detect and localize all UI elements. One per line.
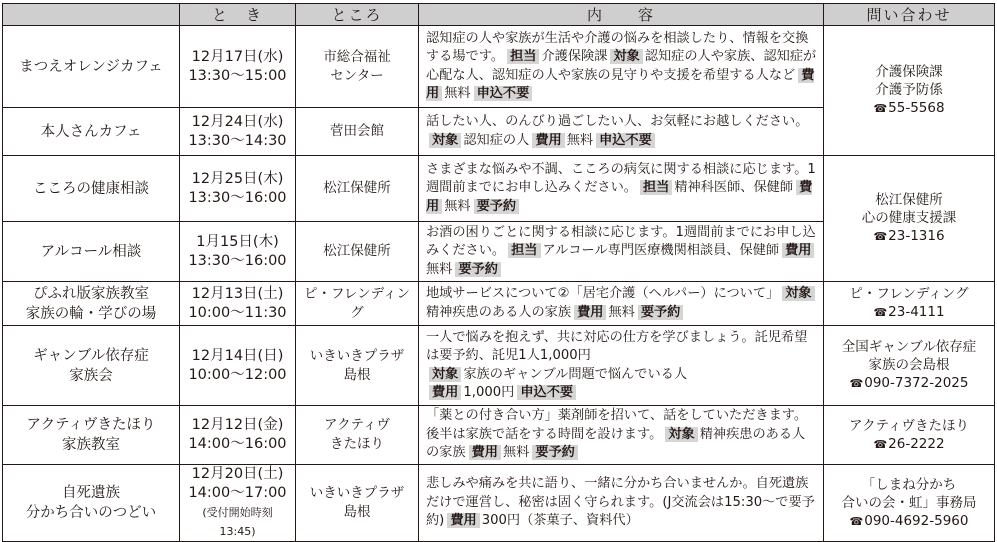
content-tag: 対象 xyxy=(782,286,814,301)
event-place xyxy=(296,326,419,406)
content-tag: 要予約 xyxy=(638,305,684,320)
content-text: アルコール専門医療機関相談員、保健師 xyxy=(542,243,780,259)
contact-phone: ☎ 23-1316 xyxy=(827,227,991,246)
event-name xyxy=(3,156,180,222)
event-time: 13:30～16:00 xyxy=(188,189,287,206)
contact-phone: ☎ 26-2222 xyxy=(827,435,991,454)
content-tag: 対象 xyxy=(429,367,461,382)
contact-line: 合いの会・虹」事務局 xyxy=(841,494,977,511)
event-when xyxy=(180,282,296,326)
content-text: 「薬との付き合い方」薬剤師を招いて、話をしていただきます。後半は家族で話をする時間を設けます。 xyxy=(426,408,808,442)
header-row xyxy=(3,4,995,26)
event-place-line: アクティヴ xyxy=(323,417,390,433)
content-tag: 費用 xyxy=(429,385,461,400)
event-when xyxy=(180,465,296,542)
event-name-line: ぴふれ版家族教室 xyxy=(33,285,149,302)
contact-info xyxy=(824,156,995,282)
content-text: 地域サービスについて②「居宅介護（ヘルパー）について」 xyxy=(426,286,780,301)
event-place xyxy=(296,26,419,108)
content-tag: 費用 xyxy=(447,513,479,528)
contact-line: 心の健康支援課 xyxy=(861,210,957,226)
event-time: 14:00～17:00 xyxy=(188,485,287,501)
event-time: 13:30～14:30 xyxy=(188,132,287,149)
event-place-line: 松江保健所 xyxy=(323,243,391,259)
table-row xyxy=(3,282,995,326)
content-text: 300円（茶菓子、資料代） xyxy=(481,513,639,529)
content-tag: 費用 xyxy=(782,243,814,258)
contact-phone: ☎ 090-4692-5960 xyxy=(827,512,991,531)
content-tag: 費用 xyxy=(574,305,606,320)
table-row xyxy=(3,326,995,406)
event-place xyxy=(296,465,419,542)
content-tag: 担当 xyxy=(640,180,672,195)
content-tag: 申込不要 xyxy=(596,133,655,148)
event-date: 12月24日(水) xyxy=(191,113,284,130)
contact-line: 介護予防係 xyxy=(875,82,943,98)
event-date: 12月17日(水) xyxy=(191,48,284,65)
event-when xyxy=(180,108,296,156)
contact-info xyxy=(824,406,995,465)
header-contact: 問い合わせ xyxy=(824,4,995,26)
event-date: 12月12日(金) xyxy=(191,417,284,433)
event-place-line: いきいきプラザ xyxy=(309,347,405,364)
content-text: 無料 xyxy=(566,132,594,148)
event-name xyxy=(3,326,180,406)
event-when xyxy=(180,326,296,406)
event-when xyxy=(180,156,296,222)
event-name-line: 本人さんカフェ xyxy=(40,123,142,140)
content-text: 家族のギャンブル問題で悩んでいる人 xyxy=(463,366,688,382)
content-text: 精神疾患のある人の家族 xyxy=(426,304,572,320)
contact-phone: ☎ 090-7372-2025 xyxy=(827,374,991,393)
contact-info xyxy=(824,26,995,156)
event-when xyxy=(180,26,296,108)
event-name xyxy=(3,465,180,542)
event-name-line: 分かち合いのつどい xyxy=(25,505,157,521)
content-text: 認知症の人や家族が生活や介護の悩みを相談したり、情報を交換する場です。 xyxy=(426,30,809,64)
content-text: 介護保険課 xyxy=(541,49,608,64)
contact-line: ピ・フレンディング xyxy=(849,286,969,302)
content-text: 認知症の人 xyxy=(463,132,530,148)
content-text: 無料 xyxy=(444,198,471,214)
content-tag: 費用 xyxy=(532,133,564,148)
event-place xyxy=(296,222,419,282)
event-name-line: 自死遺族 xyxy=(62,485,120,501)
event-place xyxy=(296,156,419,222)
event-content xyxy=(419,465,824,542)
table-row xyxy=(3,156,995,222)
content-tag: 要予約 xyxy=(532,445,578,460)
content-tag: 対象 xyxy=(610,49,642,64)
content-tag: 担当 xyxy=(507,49,539,64)
event-table xyxy=(2,3,995,542)
header-content: 内 容 xyxy=(419,4,824,26)
content-text: 精神科医師、保健師 xyxy=(674,180,794,196)
event-name xyxy=(3,108,180,156)
event-date: 12月25日(木) xyxy=(191,170,284,187)
event-place-line: いきいきプラザ xyxy=(309,485,405,501)
event-place-line: 島根 xyxy=(343,504,371,520)
contact-phone: ☎ 55-5568 xyxy=(827,99,991,118)
event-name-line: ギャンブル依存症 xyxy=(33,347,149,364)
event-time: 14:00～16:00 xyxy=(188,436,287,452)
header-name xyxy=(3,4,180,26)
contact-line: 全国ギャンブル依存症 xyxy=(841,339,977,355)
content-text: 無料 xyxy=(502,445,530,461)
content-tag: 対象 xyxy=(429,133,461,148)
event-content xyxy=(419,156,824,222)
contact-line: 家族の会島根 xyxy=(868,357,950,373)
event-date: 12月14日(日) xyxy=(191,347,284,364)
event-place xyxy=(296,108,419,156)
event-time: 10:00～11:30 xyxy=(188,304,287,321)
content-tag: 費用 xyxy=(426,180,813,214)
content-text: 悲しみや痛みを共に語り、一緒に分かち合いませんか。自死遺族だけで運営し、秘密は固く守られます。(J交流会は15:30～で要予約) xyxy=(426,476,815,529)
content-text: 話したい人、のんびり過ごしたい人、お気軽にお越しください。 xyxy=(426,114,809,129)
event-name-line: 家族会 xyxy=(69,367,113,384)
event-content xyxy=(419,282,824,326)
event-place-line: センター xyxy=(330,67,384,84)
content-tag: 費用 xyxy=(426,67,815,101)
header-when: と き xyxy=(180,4,296,26)
event-name xyxy=(3,406,180,465)
event-name-line: こころの健康相談 xyxy=(33,180,149,197)
event-name-line: 家族の輪・学びの場 xyxy=(25,305,157,322)
event-date: 12月20日(土) xyxy=(191,466,284,482)
event-place xyxy=(296,406,419,465)
event-name-line: アルコール相談 xyxy=(40,243,142,260)
content-text: 1,000円 xyxy=(463,385,515,400)
content-text: 無料 xyxy=(444,86,471,101)
table-row xyxy=(3,26,995,108)
header-where: ところ xyxy=(296,4,419,26)
event-time: 10:00～12:00 xyxy=(188,366,287,383)
content-tag: 対象 xyxy=(665,427,697,442)
event-place-line: きたほり xyxy=(330,436,384,452)
event-name xyxy=(3,26,180,108)
contact-line: 介護保険課 xyxy=(875,64,943,80)
content-text: さまざまな悩みや不調、こころの病気に関する相談に応じます。1週間前までにお申し込みください。 xyxy=(426,161,816,196)
contact-info xyxy=(824,282,995,326)
event-content xyxy=(419,108,824,156)
content-tag: 要予約 xyxy=(455,262,501,277)
content-text: 一人で悩みを抱えず、共に対応の仕方を学びましょう。託児希望は要予約、託児1人1,000円 xyxy=(426,329,808,363)
event-time: 13:30～15:00 xyxy=(188,67,287,84)
contact-line: 「しまね分かち xyxy=(861,476,957,493)
event-when xyxy=(180,222,296,282)
event-place-line: 市総合福祉 xyxy=(323,48,391,65)
content-text: 無料 xyxy=(426,261,453,277)
content-text: 無料 xyxy=(608,304,635,320)
content-tag: 費用 xyxy=(469,445,501,460)
event-place-line: 松江保健所 xyxy=(323,180,391,196)
content-tag: 申込不要 xyxy=(517,385,576,400)
event-name xyxy=(3,222,180,282)
table-row xyxy=(3,465,995,542)
event-note: (受付開始時刻 13:45) xyxy=(202,506,273,538)
content-text: 精神疾患のある人の家族 xyxy=(426,426,806,461)
contact-line: アクティヴきたほり xyxy=(848,417,969,434)
event-place xyxy=(296,282,419,326)
event-when xyxy=(180,406,296,465)
content-text: 認知症の人や家族、認知症が心配な人、認知症の人や家族の見守りや支援を希望する人など xyxy=(426,49,817,83)
event-place-line: 菅田会館 xyxy=(330,123,384,139)
event-content xyxy=(419,26,824,108)
event-content xyxy=(419,326,824,406)
contact-line: 松江保健所 xyxy=(875,192,943,208)
event-time: 13:30～16:00 xyxy=(188,252,287,269)
content-text: お酒の困りごとに関する相談に応じます。1週間前までにお申し込みください。 xyxy=(426,224,816,259)
event-content xyxy=(419,406,824,465)
event-name-line: まつえオレンジカフェ xyxy=(19,58,163,75)
content-tag: 申込不要 xyxy=(474,86,533,101)
contact-info xyxy=(824,465,995,542)
content-tag: 担当 xyxy=(508,243,540,258)
content-tag: 要予約 xyxy=(474,199,520,214)
event-content xyxy=(419,222,824,282)
event-name xyxy=(3,282,180,326)
event-place-line: 島根 xyxy=(343,366,371,383)
contact-info xyxy=(824,326,995,406)
event-place-line: ピ・フレンディング xyxy=(303,285,411,321)
contact-phone: ☎ 23-4111 xyxy=(827,303,991,322)
event-name-line: 家族教室 xyxy=(62,437,120,453)
event-date: 12月13日(土) xyxy=(191,285,284,302)
event-name-line: アクティヴきたほり xyxy=(26,417,156,433)
event-date: 1月15日(木) xyxy=(196,233,279,250)
table-row xyxy=(3,406,995,465)
